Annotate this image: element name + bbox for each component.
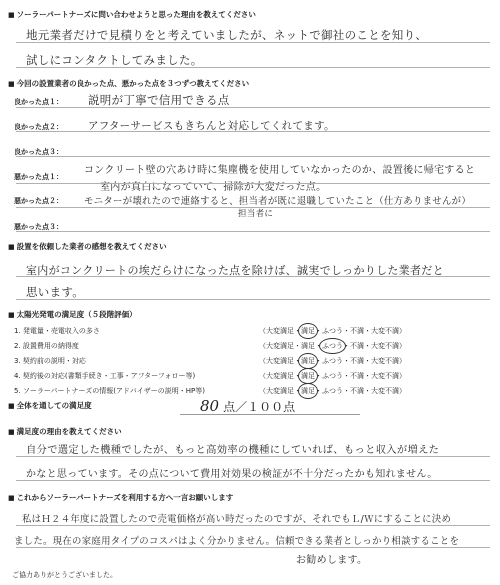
q6-line-2: かなと思っています。その点について費用対効果の検証が不十分だったかも知れません。 [26,469,438,480]
rating-option: ふつう [322,387,343,395]
q6-heading: ■ 満足度の理由を教えてください [8,426,122,437]
thanks-note: ご協力ありがとうございました。 [12,571,117,579]
good-point-2-text: アフターサービスもきちんと対応してくれてます。 [88,120,335,132]
q1-line-1: 地元業者だけで見積りをと考えていましたが、ネットで御社のことを知り、 [26,28,428,42]
rating-option: 大変満足 [266,327,294,335]
q7-line-3: お勧めします。 [296,555,368,566]
bad-point-2-label: 悪かった点２： [14,197,63,205]
rating-option-selected: 満足 [301,357,315,365]
rating-option-selected: 満足 [301,372,315,380]
satisfaction-question: 4. 契約後の対応(書類手続き・工事・アフターフォロー等) [14,372,196,380]
bad-point-2-insert: 担当者に [238,209,274,219]
q1-line-2: 試しにコンタクトしてみました。 [26,53,203,67]
divider [16,107,490,108]
q3-heading: ■ 設置を依頼した業者の感想を教えてください [8,241,167,252]
divider [16,547,490,548]
q2-heading: ■ 今回の設置業者の良かった点、悪かった点を３つずつ教えてください [8,78,249,89]
rating-options: （大変満足・満足・ふつう・不満・大変不満） [259,342,406,350]
bad-point-1-label: 悪かった点１： [14,173,63,181]
satisfaction-row [14,326,490,338]
divider [16,480,490,481]
divider [16,525,490,526]
rating-option: 大変不満 [371,342,399,350]
divider [16,42,490,43]
bad-point-1-text: コンクリート壁の穴あけ時に集塵機を使用していなかったのか、設置後に帰宅すると [84,165,476,176]
rating-option: 大変不満 [371,387,399,395]
satisfaction-row [14,371,490,383]
rating-options: （大変満足・満足・ふつう・不満・大変不満） [259,372,406,380]
divider [16,299,490,300]
rating-option: 不満 [350,342,364,350]
rating-option: 不満 [350,357,364,365]
rating-option: ふつう [322,327,343,335]
q7-heading: ■ これからソーラーパートナーズを利用する方へ一言お願いします [8,492,233,503]
good-point-2-label: 良かった点２： [14,123,63,131]
satisfaction-row [14,356,490,368]
satisfaction-question: 3. 契約前の説明・対応 [14,357,86,365]
q7-line-2: ました。現在の家庭用タイプのコスパはよく分かりません。信頼できる業者としっかり相談することを [14,536,460,547]
divider [16,67,490,68]
divider [16,183,490,184]
q4-heading: ■ 太陽光発電の満足度（５段階評価） [8,309,137,320]
rating-option: 不満 [350,327,364,335]
rating-option: 大変不満 [371,372,399,380]
rating-option: 大変満足 [266,357,294,365]
rating-option: 満足 [301,342,315,350]
satisfaction-question: 5. ソーラーパートナーズの情報(アドバイザーの説明・HP等) [14,387,206,395]
bad-point-3-label: 悪かった点３： [14,223,63,231]
divider [16,131,490,132]
overall-score [200,397,295,415]
rating-option-selected: 満足 [301,387,315,395]
rating-option-selected: ふつう [322,342,343,350]
rating-option: 大変満足 [266,387,294,395]
good-point-1-text: 説明が丁寧で信用できる点 [88,93,230,107]
q5-heading: ■ 全体を通しての満足度 [8,400,92,411]
rating-option: 不満 [350,372,364,380]
q3-line-1: 室内がコンクリートの埃だらけになった点を除けば、誠実でしっかりした業者だと [26,264,444,277]
score-unit: 点／１００点 [223,400,296,414]
rating-option: 不満 [350,387,364,395]
q6-line-1: 自分で選定した機種でしたが、もっと高効率の機種にしていれば、もっと収入が増えた [26,444,440,456]
bad-point-1-continued: 室内が真白になっていて、掃除が大変だった点。 [100,182,327,193]
divider [16,456,490,457]
q1-heading: ■ ソーラーパートナーズに問い合わせようと思った理由を教えてください [8,9,256,20]
score-value: 80 [200,397,220,415]
satisfaction-question: 1. 発電量・売電収入の多さ [14,327,100,335]
good-point-1-label: 良かった点１： [14,98,63,106]
divider [16,231,490,232]
divider [16,156,490,157]
rating-options: （大変満足・満足・ふつう・不満・大変不満） [259,387,406,395]
q7-line-1: 私はＨ２４年度に設置したので売電価格が高い時だったのですが、それでもＬ/Ｗにすることに決め [22,514,452,525]
q3-line-2: 思います。 [26,285,85,299]
rating-options: （大変満足・満足・ふつう・不満・大変不満） [259,357,406,365]
rating-option: 大変満足 [266,342,294,350]
rating-option: ふつう [322,357,343,365]
good-point-3-label: 良かった点３： [14,148,63,156]
rating-option: ふつう [322,372,343,380]
rating-option: 大変満足 [266,372,294,380]
rating-option: 大変不満 [371,327,399,335]
rating-option-selected: 満足 [301,327,315,335]
satisfaction-question: 2. 設置費用の納得度 [14,342,79,350]
satisfaction-row [14,341,490,353]
bad-point-2-text: モニターが壊れたので連絡すると、担当者が既に退職していたこと（仕方ありませんが） [84,196,472,207]
rating-options: （大変満足・満足・ふつう・不満・大変不満） [259,327,406,335]
divider [16,276,490,277]
rating-option: 大変不満 [371,357,399,365]
score-underline [180,414,360,415]
divider [16,207,490,208]
